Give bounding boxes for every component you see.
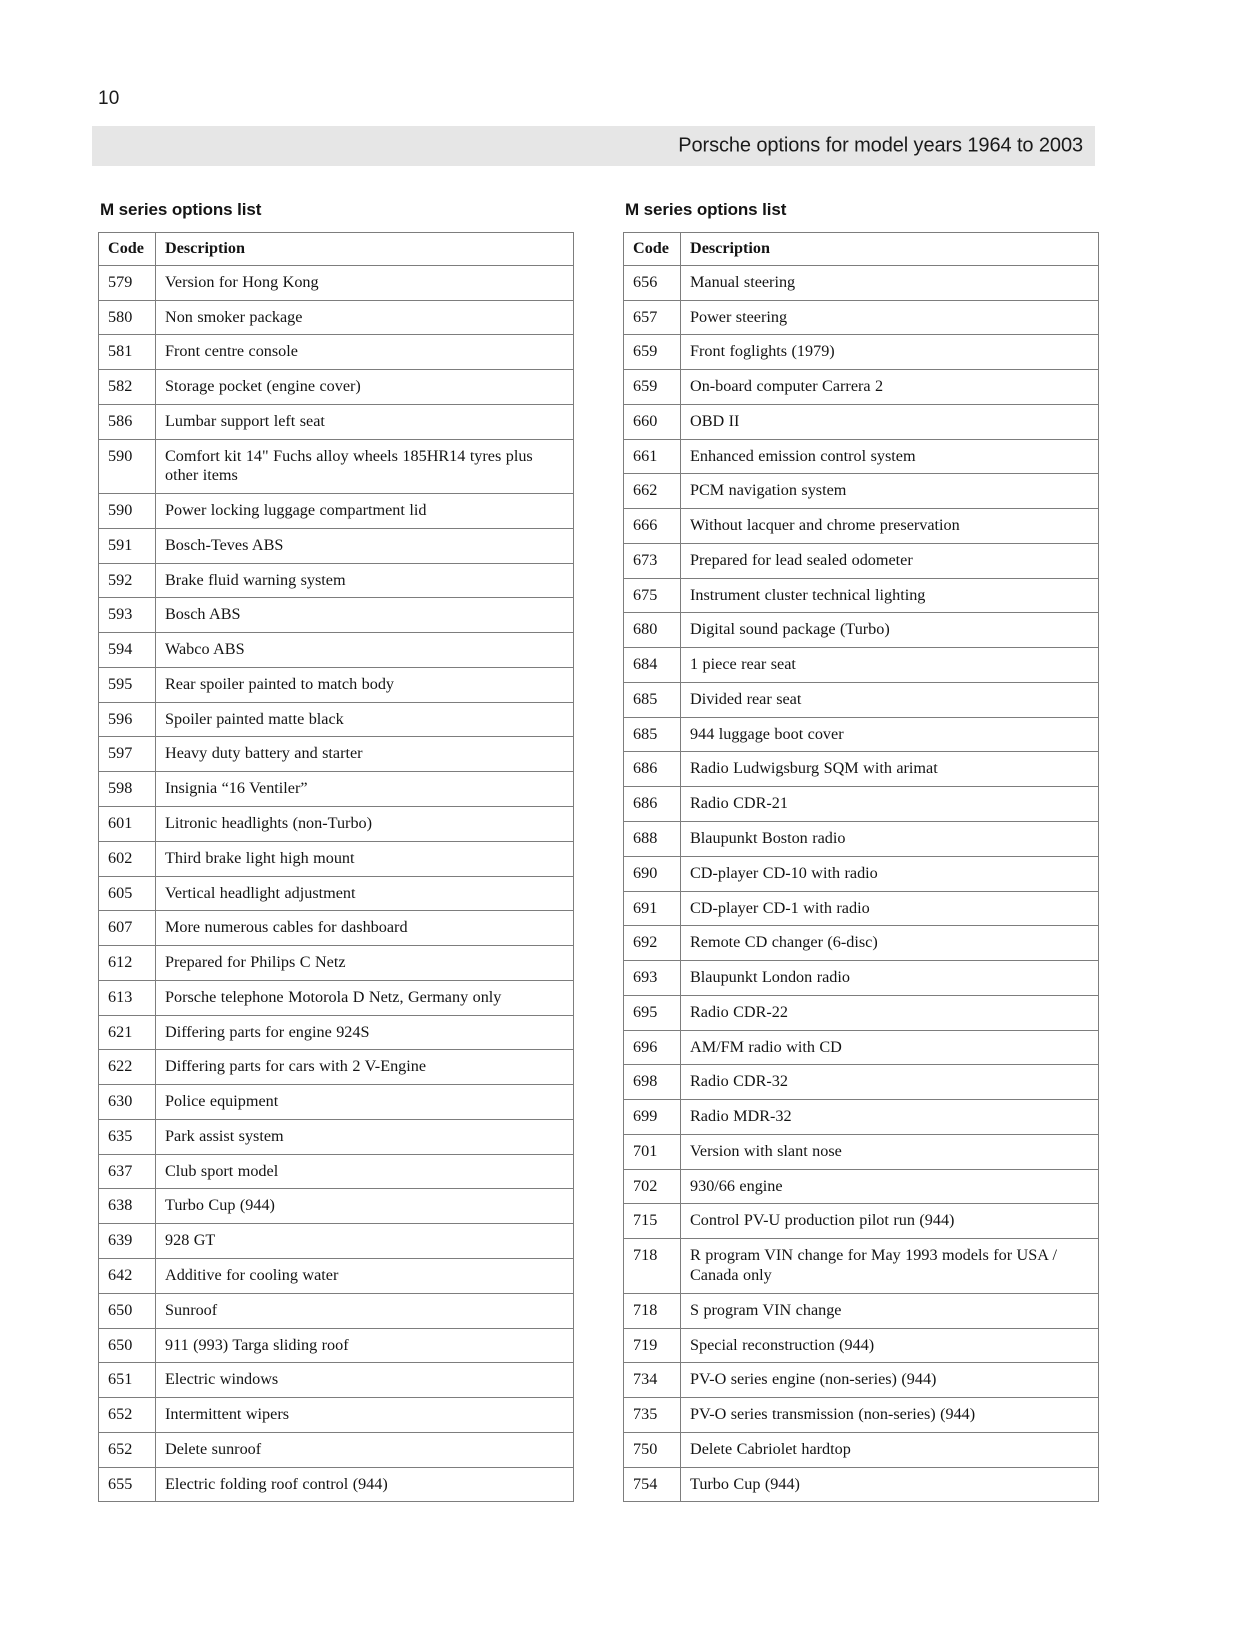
page-number: 10 xyxy=(98,88,120,109)
cell-description: OBD II xyxy=(681,404,1099,439)
column-title-right: M series options list xyxy=(625,200,787,219)
cell-description: Vertical headlight adjustment xyxy=(156,876,574,911)
cell-description: Bosch-Teves ABS xyxy=(156,528,574,563)
options-table-left-body xyxy=(99,265,574,1502)
cell-description: Sunroof xyxy=(156,1293,574,1328)
cell-description: Insignia “16 Ventiler” xyxy=(156,772,574,807)
cell-code: 685 xyxy=(624,682,681,717)
cell-code: 693 xyxy=(624,961,681,996)
page-header-band xyxy=(92,126,1095,166)
table-row xyxy=(99,1293,574,1328)
cell-code: 579 xyxy=(99,265,156,300)
page-header-title: Porsche options for model years 1964 to 2003 xyxy=(678,134,1083,157)
cell-description: Bosch ABS xyxy=(156,598,574,633)
table-row xyxy=(624,1467,1099,1502)
cell-code: 586 xyxy=(99,404,156,439)
cell-code: 581 xyxy=(99,335,156,370)
table-header-row xyxy=(99,233,574,266)
cell-description: Comfort kit 14" Fuchs alloy wheels 185HR14 tyres plus other items xyxy=(156,439,574,494)
table-row xyxy=(624,543,1099,578)
cell-code: 699 xyxy=(624,1100,681,1135)
table-row xyxy=(99,667,574,702)
cell-description: Electric folding roof control (944) xyxy=(156,1467,574,1502)
table-row xyxy=(99,439,574,494)
cell-description: Spoiler painted matte black xyxy=(156,702,574,737)
table-row xyxy=(624,1169,1099,1204)
table-row xyxy=(624,995,1099,1030)
table-row xyxy=(99,841,574,876)
cell-code: 650 xyxy=(99,1293,156,1328)
options-table-left xyxy=(98,232,574,1502)
cell-description: Without lacquer and chrome preservation xyxy=(681,509,1099,544)
table-row xyxy=(624,891,1099,926)
table-row xyxy=(99,702,574,737)
column-header-description: Description xyxy=(681,233,1099,266)
table-row xyxy=(99,1085,574,1120)
cell-code: 635 xyxy=(99,1119,156,1154)
cell-code: 702 xyxy=(624,1169,681,1204)
cell-description: Version for Hong Kong xyxy=(156,265,574,300)
cell-description: Radio MDR-32 xyxy=(681,1100,1099,1135)
cell-description: Heavy duty battery and starter xyxy=(156,737,574,772)
cell-code: 612 xyxy=(99,946,156,981)
cell-code: 691 xyxy=(624,891,681,926)
table-row xyxy=(99,772,574,807)
cell-code: 715 xyxy=(624,1204,681,1239)
table-row xyxy=(99,1328,574,1363)
table-row xyxy=(99,1189,574,1224)
cell-description: Blaupunkt Boston radio xyxy=(681,822,1099,857)
table-row xyxy=(99,1015,574,1050)
table-row xyxy=(624,1134,1099,1169)
cell-code: 701 xyxy=(624,1134,681,1169)
cell-description: On-board computer Carrera 2 xyxy=(681,370,1099,405)
options-table-right xyxy=(623,232,1099,1502)
table-row xyxy=(624,856,1099,891)
cell-code: 637 xyxy=(99,1154,156,1189)
cell-description: Manual steering xyxy=(681,265,1099,300)
cell-description: Lumbar support left seat xyxy=(156,404,574,439)
table-row xyxy=(99,737,574,772)
cell-description: Special reconstruction (944) xyxy=(681,1328,1099,1363)
options-columns xyxy=(98,200,1098,1502)
cell-code: 656 xyxy=(624,265,681,300)
table-row xyxy=(624,1100,1099,1135)
table-row xyxy=(99,598,574,633)
cell-description: S program VIN change xyxy=(681,1293,1099,1328)
cell-code: 613 xyxy=(99,980,156,1015)
cell-code: 661 xyxy=(624,439,681,474)
cell-code: 621 xyxy=(99,1015,156,1050)
cell-code: 592 xyxy=(99,563,156,598)
column-header-code: Code xyxy=(99,233,156,266)
table-row xyxy=(624,474,1099,509)
cell-description: Additive for cooling water xyxy=(156,1258,574,1293)
cell-code: 602 xyxy=(99,841,156,876)
cell-description: Differing parts for cars with 2 V-Engine xyxy=(156,1050,574,1085)
cell-code: 686 xyxy=(624,752,681,787)
cell-code: 601 xyxy=(99,807,156,842)
cell-description: Rear spoiler painted to match body xyxy=(156,667,574,702)
cell-code: 685 xyxy=(624,717,681,752)
cell-code: 696 xyxy=(624,1030,681,1065)
table-row xyxy=(624,509,1099,544)
cell-code: 607 xyxy=(99,911,156,946)
table-row xyxy=(624,1030,1099,1065)
cell-description: Storage pocket (engine cover) xyxy=(156,370,574,405)
cell-code: 666 xyxy=(624,509,681,544)
cell-description: Turbo Cup (944) xyxy=(156,1189,574,1224)
cell-code: 591 xyxy=(99,528,156,563)
cell-description: Differing parts for engine 924S xyxy=(156,1015,574,1050)
cell-description: Blaupunkt London radio xyxy=(681,961,1099,996)
options-column-right xyxy=(623,200,1098,1502)
table-row xyxy=(99,1398,574,1433)
cell-description: Porsche telephone Motorola D Netz, Germany only xyxy=(156,980,574,1015)
cell-code: 680 xyxy=(624,613,681,648)
cell-code: 675 xyxy=(624,578,681,613)
cell-description: 930/66 engine xyxy=(681,1169,1099,1204)
cell-description: 1 piece rear seat xyxy=(681,648,1099,683)
table-row xyxy=(624,404,1099,439)
cell-description: Delete sunroof xyxy=(156,1432,574,1467)
table-row xyxy=(99,807,574,842)
cell-code: 750 xyxy=(624,1432,681,1467)
cell-code: 684 xyxy=(624,648,681,683)
table-row xyxy=(624,613,1099,648)
cell-code: 718 xyxy=(624,1293,681,1328)
cell-description: Divided rear seat xyxy=(681,682,1099,717)
table-row xyxy=(99,335,574,370)
cell-code: 754 xyxy=(624,1467,681,1502)
cell-description: Non smoker package xyxy=(156,300,574,335)
table-row xyxy=(624,822,1099,857)
cell-description: Remote CD changer (6-disc) xyxy=(681,926,1099,961)
table-row xyxy=(624,787,1099,822)
table-row xyxy=(99,494,574,529)
cell-code: 673 xyxy=(624,543,681,578)
table-row xyxy=(624,1363,1099,1398)
cell-code: 582 xyxy=(99,370,156,405)
cell-code: 690 xyxy=(624,856,681,891)
column-header-description: Description xyxy=(156,233,574,266)
cell-description: Club sport model xyxy=(156,1154,574,1189)
cell-code: 590 xyxy=(99,439,156,494)
table-row xyxy=(624,961,1099,996)
table-row xyxy=(624,1432,1099,1467)
table-row xyxy=(99,265,574,300)
cell-code: 639 xyxy=(99,1224,156,1259)
table-row xyxy=(624,1293,1099,1328)
table-header-row xyxy=(624,233,1099,266)
table-row xyxy=(624,682,1099,717)
cell-code: 638 xyxy=(99,1189,156,1224)
cell-code: 719 xyxy=(624,1328,681,1363)
cell-code: 659 xyxy=(624,335,681,370)
table-row xyxy=(99,946,574,981)
table-row xyxy=(99,1050,574,1085)
cell-description: 944 luggage boot cover xyxy=(681,717,1099,752)
table-row xyxy=(624,1204,1099,1239)
cell-code: 630 xyxy=(99,1085,156,1120)
cell-description: Enhanced emission control system xyxy=(681,439,1099,474)
column-title-left: M series options list xyxy=(100,200,262,219)
cell-description: Intermittent wipers xyxy=(156,1398,574,1433)
cell-code: 596 xyxy=(99,702,156,737)
cell-description: Radio CDR-22 xyxy=(681,995,1099,1030)
table-row xyxy=(624,370,1099,405)
cell-code: 686 xyxy=(624,787,681,822)
cell-code: 695 xyxy=(624,995,681,1030)
cell-code: 660 xyxy=(624,404,681,439)
cell-code: 595 xyxy=(99,667,156,702)
cell-description: Police equipment xyxy=(156,1085,574,1120)
table-row xyxy=(99,876,574,911)
table-row xyxy=(624,1398,1099,1433)
table-row xyxy=(99,563,574,598)
cell-code: 622 xyxy=(99,1050,156,1085)
cell-code: 652 xyxy=(99,1398,156,1433)
cell-code: 688 xyxy=(624,822,681,857)
cell-code: 580 xyxy=(99,300,156,335)
table-row xyxy=(624,578,1099,613)
table-row xyxy=(99,528,574,563)
table-row xyxy=(99,633,574,668)
cell-code: 659 xyxy=(624,370,681,405)
cell-description: CD-player CD-1 with radio xyxy=(681,891,1099,926)
table-row xyxy=(99,1258,574,1293)
cell-code: 655 xyxy=(99,1467,156,1502)
cell-description: Radio Ludwigsburg SQM with arimat xyxy=(681,752,1099,787)
cell-description: Brake fluid warning system xyxy=(156,563,574,598)
cell-description: Park assist system xyxy=(156,1119,574,1154)
options-column-left xyxy=(98,200,573,1502)
cell-code: 662 xyxy=(624,474,681,509)
cell-code: 652 xyxy=(99,1432,156,1467)
cell-description: Power steering xyxy=(681,300,1099,335)
table-row xyxy=(99,1432,574,1467)
table-row xyxy=(99,1467,574,1502)
cell-description: Third brake light high mount xyxy=(156,841,574,876)
cell-code: 593 xyxy=(99,598,156,633)
table-row xyxy=(624,717,1099,752)
table-row xyxy=(99,370,574,405)
cell-description: Radio CDR-21 xyxy=(681,787,1099,822)
table-row xyxy=(624,335,1099,370)
table-row xyxy=(99,1154,574,1189)
cell-description: Power locking luggage compartment lid xyxy=(156,494,574,529)
cell-description: Radio CDR-32 xyxy=(681,1065,1099,1100)
cell-description: Front centre console xyxy=(156,335,574,370)
cell-description: Prepared for lead sealed odometer xyxy=(681,543,1099,578)
table-row xyxy=(624,1065,1099,1100)
cell-description: Prepared for Philips C Netz xyxy=(156,946,574,981)
table-row xyxy=(624,1239,1099,1294)
cell-description: Delete Cabriolet hardtop xyxy=(681,1432,1099,1467)
table-row xyxy=(99,404,574,439)
cell-description: PV-O series transmission (non-series) (944) xyxy=(681,1398,1099,1433)
cell-description: More numerous cables for dashboard xyxy=(156,911,574,946)
table-row xyxy=(99,300,574,335)
cell-code: 642 xyxy=(99,1258,156,1293)
table-row xyxy=(624,300,1099,335)
cell-description: 928 GT xyxy=(156,1224,574,1259)
cell-code: 734 xyxy=(624,1363,681,1398)
cell-description: Version with slant nose xyxy=(681,1134,1099,1169)
cell-description: Digital sound package (Turbo) xyxy=(681,613,1099,648)
cell-description: Front foglights (1979) xyxy=(681,335,1099,370)
cell-description: PCM navigation system xyxy=(681,474,1099,509)
cell-code: 718 xyxy=(624,1239,681,1294)
cell-code: 605 xyxy=(99,876,156,911)
table-row xyxy=(99,1224,574,1259)
table-row xyxy=(624,439,1099,474)
cell-description: CD-player CD-10 with radio xyxy=(681,856,1099,891)
cell-description: Wabco ABS xyxy=(156,633,574,668)
table-row xyxy=(624,265,1099,300)
cell-code: 692 xyxy=(624,926,681,961)
cell-description: R program VIN change for May 1993 models for USA / Canada only xyxy=(681,1239,1099,1294)
cell-description: Electric windows xyxy=(156,1363,574,1398)
cell-code: 698 xyxy=(624,1065,681,1100)
cell-code: 650 xyxy=(99,1328,156,1363)
cell-code: 657 xyxy=(624,300,681,335)
table-row xyxy=(99,1119,574,1154)
cell-description: PV-O series engine (non-series) (944) xyxy=(681,1363,1099,1398)
cell-code: 590 xyxy=(99,494,156,529)
table-row xyxy=(99,1363,574,1398)
cell-description: Turbo Cup (944) xyxy=(681,1467,1099,1502)
cell-description: Control PV-U production pilot run (944) xyxy=(681,1204,1099,1239)
cell-description: Litronic headlights (non-Turbo) xyxy=(156,807,574,842)
table-row xyxy=(99,980,574,1015)
table-row xyxy=(624,648,1099,683)
cell-code: 735 xyxy=(624,1398,681,1433)
table-row xyxy=(624,752,1099,787)
cell-code: 597 xyxy=(99,737,156,772)
table-row xyxy=(624,1328,1099,1363)
table-row xyxy=(624,926,1099,961)
column-header-code: Code xyxy=(624,233,681,266)
cell-description: 911 (993) Targa sliding roof xyxy=(156,1328,574,1363)
cell-code: 598 xyxy=(99,772,156,807)
options-table-right-body xyxy=(624,265,1099,1502)
cell-code: 651 xyxy=(99,1363,156,1398)
table-row xyxy=(99,911,574,946)
cell-code: 594 xyxy=(99,633,156,668)
cell-description: AM/FM radio with CD xyxy=(681,1030,1099,1065)
cell-description: Instrument cluster technical lighting xyxy=(681,578,1099,613)
